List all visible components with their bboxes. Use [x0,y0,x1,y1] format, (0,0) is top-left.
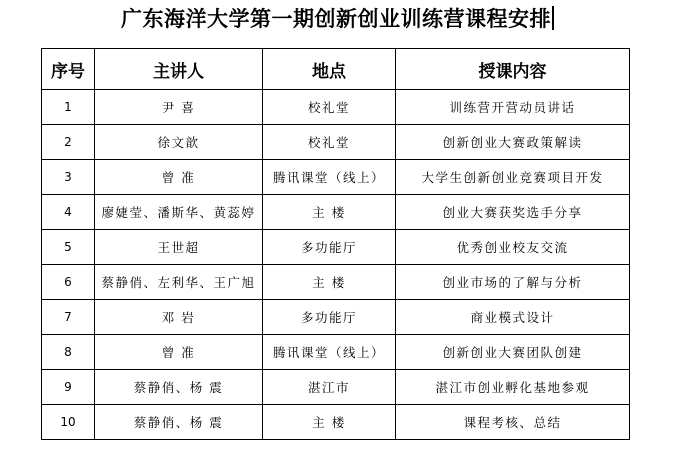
document-title [0,2,675,36]
cell-no: 10 [42,405,95,440]
cell-content: 创业市场的了解与分析 [396,265,630,300]
header-location: 地点 [263,49,396,90]
cell-speaker: 蔡静俏、杨 震 [95,405,263,440]
cell-content: 创业大赛获奖选手分享 [396,195,630,230]
cell-location: 主 楼 [263,405,396,440]
cell-content: 优秀创业校友交流 [396,230,630,265]
table-row [42,335,630,370]
header-speaker: 主讲人 [95,49,263,90]
table-row [42,90,630,125]
header-no: 序号 [42,49,95,90]
table-row [42,125,630,160]
cell-speaker: 邓 岩 [95,300,263,335]
cell-no: 3 [42,160,95,195]
title-text: 广东海洋大学第一期创新创业训练营课程安排 [121,7,551,31]
cell-location: 腾讯课堂（线上） [263,335,396,370]
text-cursor [552,6,554,30]
table-row [42,265,630,300]
cell-content: 大学生创新创业竞赛项目开发 [396,160,630,195]
header-content: 授课内容 [396,49,630,90]
cell-location: 湛江市 [263,370,396,405]
cell-speaker: 蔡静俏、杨 震 [95,370,263,405]
cell-location: 腾讯课堂（线上） [263,160,396,195]
cell-no: 8 [42,335,95,370]
cell-content: 商业模式设计 [396,300,630,335]
cell-speaker: 蔡静俏、左利华、王广旭 [95,265,263,300]
table-row [42,230,630,265]
cell-no: 9 [42,370,95,405]
cell-content: 湛江市创业孵化基地参观 [396,370,630,405]
cell-speaker: 曾 准 [95,160,263,195]
cell-location: 多功能厅 [263,230,396,265]
schedule-table [41,48,630,440]
cell-location: 主 楼 [263,265,396,300]
cell-speaker: 曾 准 [95,335,263,370]
cell-no: 7 [42,300,95,335]
cell-location: 校礼堂 [263,90,396,125]
cell-location: 多功能厅 [263,300,396,335]
cell-content: 创新创业大赛政策解读 [396,125,630,160]
cell-location: 校礼堂 [263,125,396,160]
cell-speaker: 廖婕莹、潘斯华、黄蕊婷 [95,195,263,230]
header-row [42,49,630,90]
cell-speaker: 尹 喜 [95,90,263,125]
cell-no: 4 [42,195,95,230]
cell-no: 2 [42,125,95,160]
cell-no: 5 [42,230,95,265]
cell-content: 创新创业大赛团队创建 [396,335,630,370]
cell-speaker: 王世超 [95,230,263,265]
table-row [42,195,630,230]
cell-content: 训练营开营动员讲话 [396,90,630,125]
table-row [42,300,630,335]
cell-location: 主 楼 [263,195,396,230]
cell-speaker: 徐文歆 [95,125,263,160]
table-row [42,370,630,405]
table-row [42,405,630,440]
cell-content: 课程考核、总结 [396,405,630,440]
table-row [42,160,630,195]
cell-no: 6 [42,265,95,300]
cell-no: 1 [42,90,95,125]
